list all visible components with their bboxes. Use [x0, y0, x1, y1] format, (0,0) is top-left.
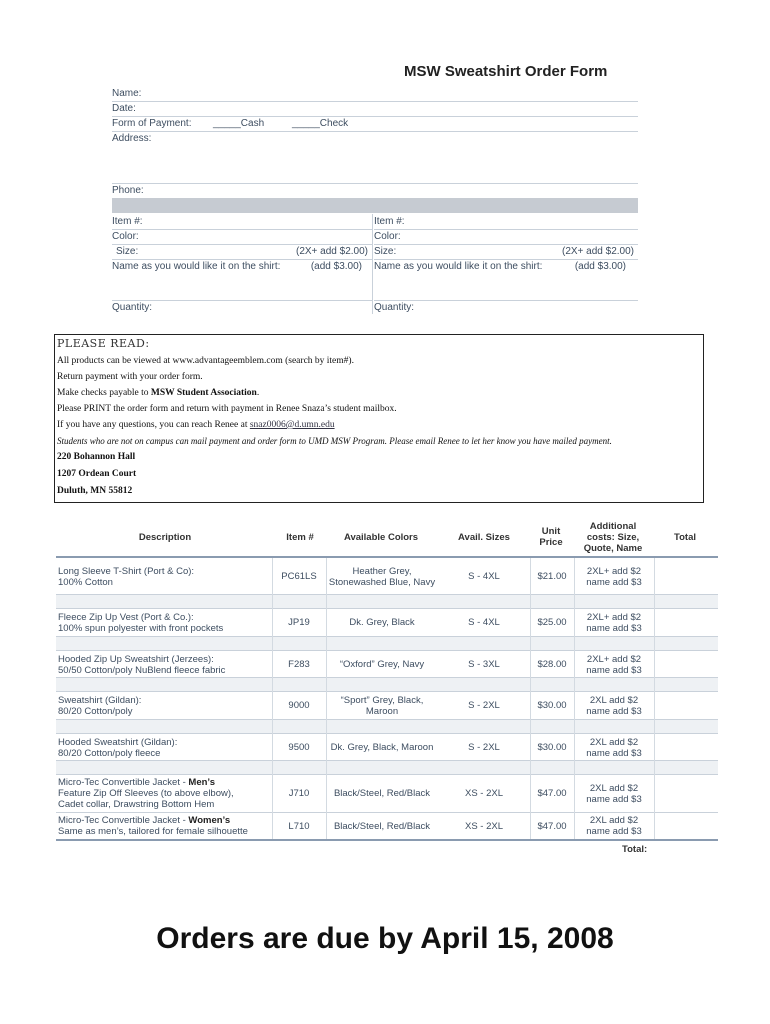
row-4-description: Sweatshirt (Gildan): 80/20 Cotton/poly [58, 695, 142, 717]
phone-label: Phone: [112, 185, 144, 196]
item-left-color[interactable] [112, 229, 372, 245]
row-3-description: Hooded Zip Up Sweatshirt (Jerzees): 50/50 Cotton/poly NuBlend fleece fabric [58, 654, 226, 676]
row-rule [56, 691, 718, 692]
item-right-quantity[interactable] [374, 300, 638, 315]
row-6-additional: 2XL add $2 name add $3 [586, 783, 642, 805]
row-rule [56, 760, 718, 761]
row-2-item: JP19 [288, 617, 310, 628]
color-right-label: Color: [374, 231, 401, 242]
color-left-label: Color: [112, 231, 139, 242]
spacer-row [56, 677, 718, 691]
address-line-3: Duluth, MN 55812 [57, 486, 133, 496]
row-1-colors: Heather Grey, Stonewashed Blue, Navy [328, 566, 436, 588]
row-6-sizes: XS - 2XL [464, 788, 504, 799]
col-header-additional: Additional costs: Size, Quote, Name [583, 521, 643, 554]
item-left-number[interactable] [112, 214, 372, 230]
row-1-sizes: S - 4XL [468, 571, 500, 582]
row-4-additional: 2XL add $2 name add $3 [586, 695, 642, 717]
shirt-name-right-note: (add $3.00) [574, 261, 626, 272]
address-line-2: 1207 Ordean Court [57, 469, 137, 479]
item-right-shirt-name[interactable] [374, 259, 638, 301]
row-3-item: F283 [288, 659, 310, 670]
item-right-size[interactable] [374, 244, 638, 260]
size-left-label: Size: [116, 246, 139, 257]
col-header-sizes: Avail. Sizes [458, 532, 510, 543]
form-title: MSW Sweatshirt Order Form [404, 63, 608, 80]
row-rule [56, 812, 718, 813]
address-line-1: 220 Bohannon Hall [57, 452, 136, 462]
row-rule [56, 608, 718, 609]
item-right-number[interactable] [374, 214, 638, 230]
row-3-price: $28.00 [537, 659, 567, 670]
table-header-rule [56, 556, 718, 558]
spacer-row [56, 760, 718, 774]
address-label: Address: [112, 133, 152, 144]
due-date-banner: Orders are due by April 15, 2008 [156, 922, 614, 955]
info-line-print: Please PRINT the order form and return with payment in Renee Snaza’s student mailbox. [57, 404, 397, 414]
row-7-colors: Black/Steel, Red/Black [333, 821, 431, 832]
info-line-return: Return payment with your order form. [57, 372, 203, 382]
info-line-questions: If you have any questions, you can reach Renee at snaz0006@d.umn.edu [57, 420, 335, 430]
col-header-colors: Available Colors [343, 532, 419, 543]
total-label: Total: [622, 844, 648, 855]
row-rule [56, 733, 718, 734]
name-field[interactable] [112, 86, 638, 102]
row-6-colors: Black/Steel, Red/Black [333, 788, 431, 799]
shirt-name-left-label: Name as you would like it on the shirt: [112, 261, 281, 272]
date-label: Date: [112, 103, 136, 114]
size-right-label: Size: [374, 246, 397, 257]
row-7-sizes: XS - 2XL [464, 821, 504, 832]
please-read-box [54, 334, 704, 503]
row-1-description: Long Sleeve T-Shirt (Port & Co): 100% Cotton [58, 566, 195, 588]
item-left-label: Item #: [112, 216, 143, 227]
row-4-price: $30.00 [537, 700, 567, 711]
row-3-additional: 2XL+ add $2 name add $3 [586, 654, 642, 676]
item-column-divider [372, 214, 373, 314]
spacer-row [56, 636, 718, 650]
row-6-price: $47.00 [537, 788, 567, 799]
spacer-row [56, 594, 718, 608]
row-rule [56, 719, 718, 720]
row-7-additional: 2XL add $2 name add $3 [586, 815, 642, 837]
spacer-row [56, 719, 718, 733]
col-header-price: Unit Price [539, 526, 563, 548]
row-7-price: $47.00 [537, 821, 567, 832]
col-header-total: Total [674, 532, 696, 543]
check-option[interactable]: _____Check [292, 118, 349, 129]
row-7-description: Micro-Tec Convertible Jacket - Women’s Same as men’s, tailored for female silhouette [58, 815, 248, 837]
row-2-additional: 2XL+ add $2 name add $3 [586, 612, 642, 634]
row-rule [56, 774, 718, 775]
item-right-color[interactable] [374, 229, 638, 245]
row-4-sizes: S - 2XL [468, 700, 500, 711]
row-rule [56, 677, 718, 678]
row-3-sizes: S - 3XL [468, 659, 500, 670]
row-1-item: PC61LS [281, 571, 317, 582]
row-6-description: Micro-Tec Convertible Jacket - Men’s Feature Zip Off Sleeves (to above elbow), Cadet collar, Drawstring Bottom Hem [58, 777, 234, 810]
size-left-note: (2X+ add $2.00) [296, 246, 368, 257]
row-6-item: J710 [288, 788, 310, 799]
row-4-item: 9000 [288, 700, 310, 711]
row-1-price: $21.00 [537, 571, 567, 582]
row-5-item: 9500 [288, 742, 310, 753]
item-right-label: Item #: [374, 216, 405, 227]
row-7-item: L710 [288, 821, 310, 832]
item-left-shirt-name[interactable] [112, 259, 372, 301]
row-5-sizes: S - 2XL [468, 742, 500, 753]
row-5-description: Hooded Sweatshirt (Gildan): 80/20 Cotton/poly fleece [58, 737, 178, 759]
row-4-colors: “Sport” Grey, Black, Maroon [340, 695, 424, 717]
phone-field[interactable] [112, 183, 638, 199]
shirt-name-left-note: (add $3.00) [310, 261, 362, 272]
row-5-additional: 2XL add $2 name add $3 [586, 737, 642, 759]
col-header-description: Description [138, 532, 192, 543]
item-left-quantity[interactable] [112, 300, 372, 315]
shirt-name-right-label: Name as you would like it on the shirt: [374, 261, 543, 272]
address-field[interactable] [112, 131, 638, 184]
info-line-mail: Students who are not on campus can mail payment and order form to UMD MSW Program. Please email Renee to let her know you have mailed payment. [57, 436, 612, 446]
cash-option[interactable]: _____Cash [213, 118, 265, 129]
name-label: Name: [112, 88, 142, 99]
info-line-checks: Make checks payable to MSW Student Association. [57, 388, 260, 398]
row-2-description: Fleece Zip Up Vest (Port & Co.): 100% spun polyester with front pockets [58, 612, 224, 634]
row-3-colors: “Oxford” Grey, Navy [339, 659, 425, 670]
col-divider [654, 558, 655, 839]
payment-label: Form of Payment: [112, 118, 192, 129]
row-5-colors: Dk. Grey, Black, Maroon [330, 742, 434, 753]
quantity-left-label: Quantity: [112, 302, 153, 313]
email-link[interactable]: snaz0006@d.umn.edu [249, 420, 335, 430]
row-rule [56, 594, 718, 595]
col-header-item: Item # [286, 532, 314, 543]
row-1-additional: 2XL+ add $2 name add $3 [586, 566, 642, 588]
row-5-price: $30.00 [537, 742, 567, 753]
section-divider-bar [112, 198, 638, 213]
row-2-sizes: S - 4XL [468, 617, 500, 628]
row-2-colors: Dk. Grey, Black [349, 617, 415, 628]
quantity-right-label: Quantity: [374, 302, 415, 313]
item-left-size[interactable] [112, 244, 372, 260]
payment-field [112, 116, 638, 132]
date-field[interactable] [112, 101, 638, 117]
row-2-price: $25.00 [537, 617, 567, 628]
info-line-products: All products can be viewed at www.advantageemblem.com (search by item#). [57, 356, 354, 366]
row-rule [56, 636, 718, 637]
website-link[interactable]: www.advantageemblem.com [172, 356, 283, 366]
row-rule [56, 650, 718, 651]
size-right-note: (2X+ add $2.00) [562, 246, 634, 257]
table-bottom-rule [56, 839, 718, 841]
please-read-heading: PLEASE READ: [57, 337, 150, 350]
